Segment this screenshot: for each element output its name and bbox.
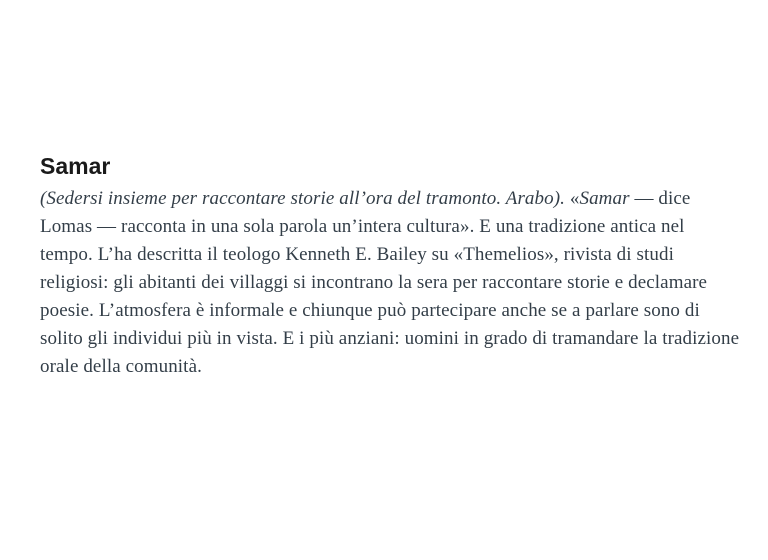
paragraph-segment: — dice Lomas — racconta in una sola parola un’intera cultura». E una tradizione antica nel tempo. L’ha descritta il teologo Kenneth E. Bailey su «Themelios», rivista di studi religiosi: gli abitanti dei villaggi si incontrano la sera per raccontare storie e declamare poesie. L’atmosfera è informale e chiunque può partecipare anche se a parlare sono di solito gli individui più in vista. E i più anziani: uomini in grado di tramandare la tradizione orale della comunità. [40, 188, 740, 377]
article [40, 153, 740, 381]
article-heading: Samar [40, 153, 111, 179]
paragraph-segment: Samar [579, 188, 630, 209]
paragraph-segment: « [565, 188, 580, 209]
paragraph-segment: (Sedersi insieme per raccontare storie all’ora del tramonto. Arabo). [40, 188, 566, 209]
article-paragraph [40, 185, 740, 381]
